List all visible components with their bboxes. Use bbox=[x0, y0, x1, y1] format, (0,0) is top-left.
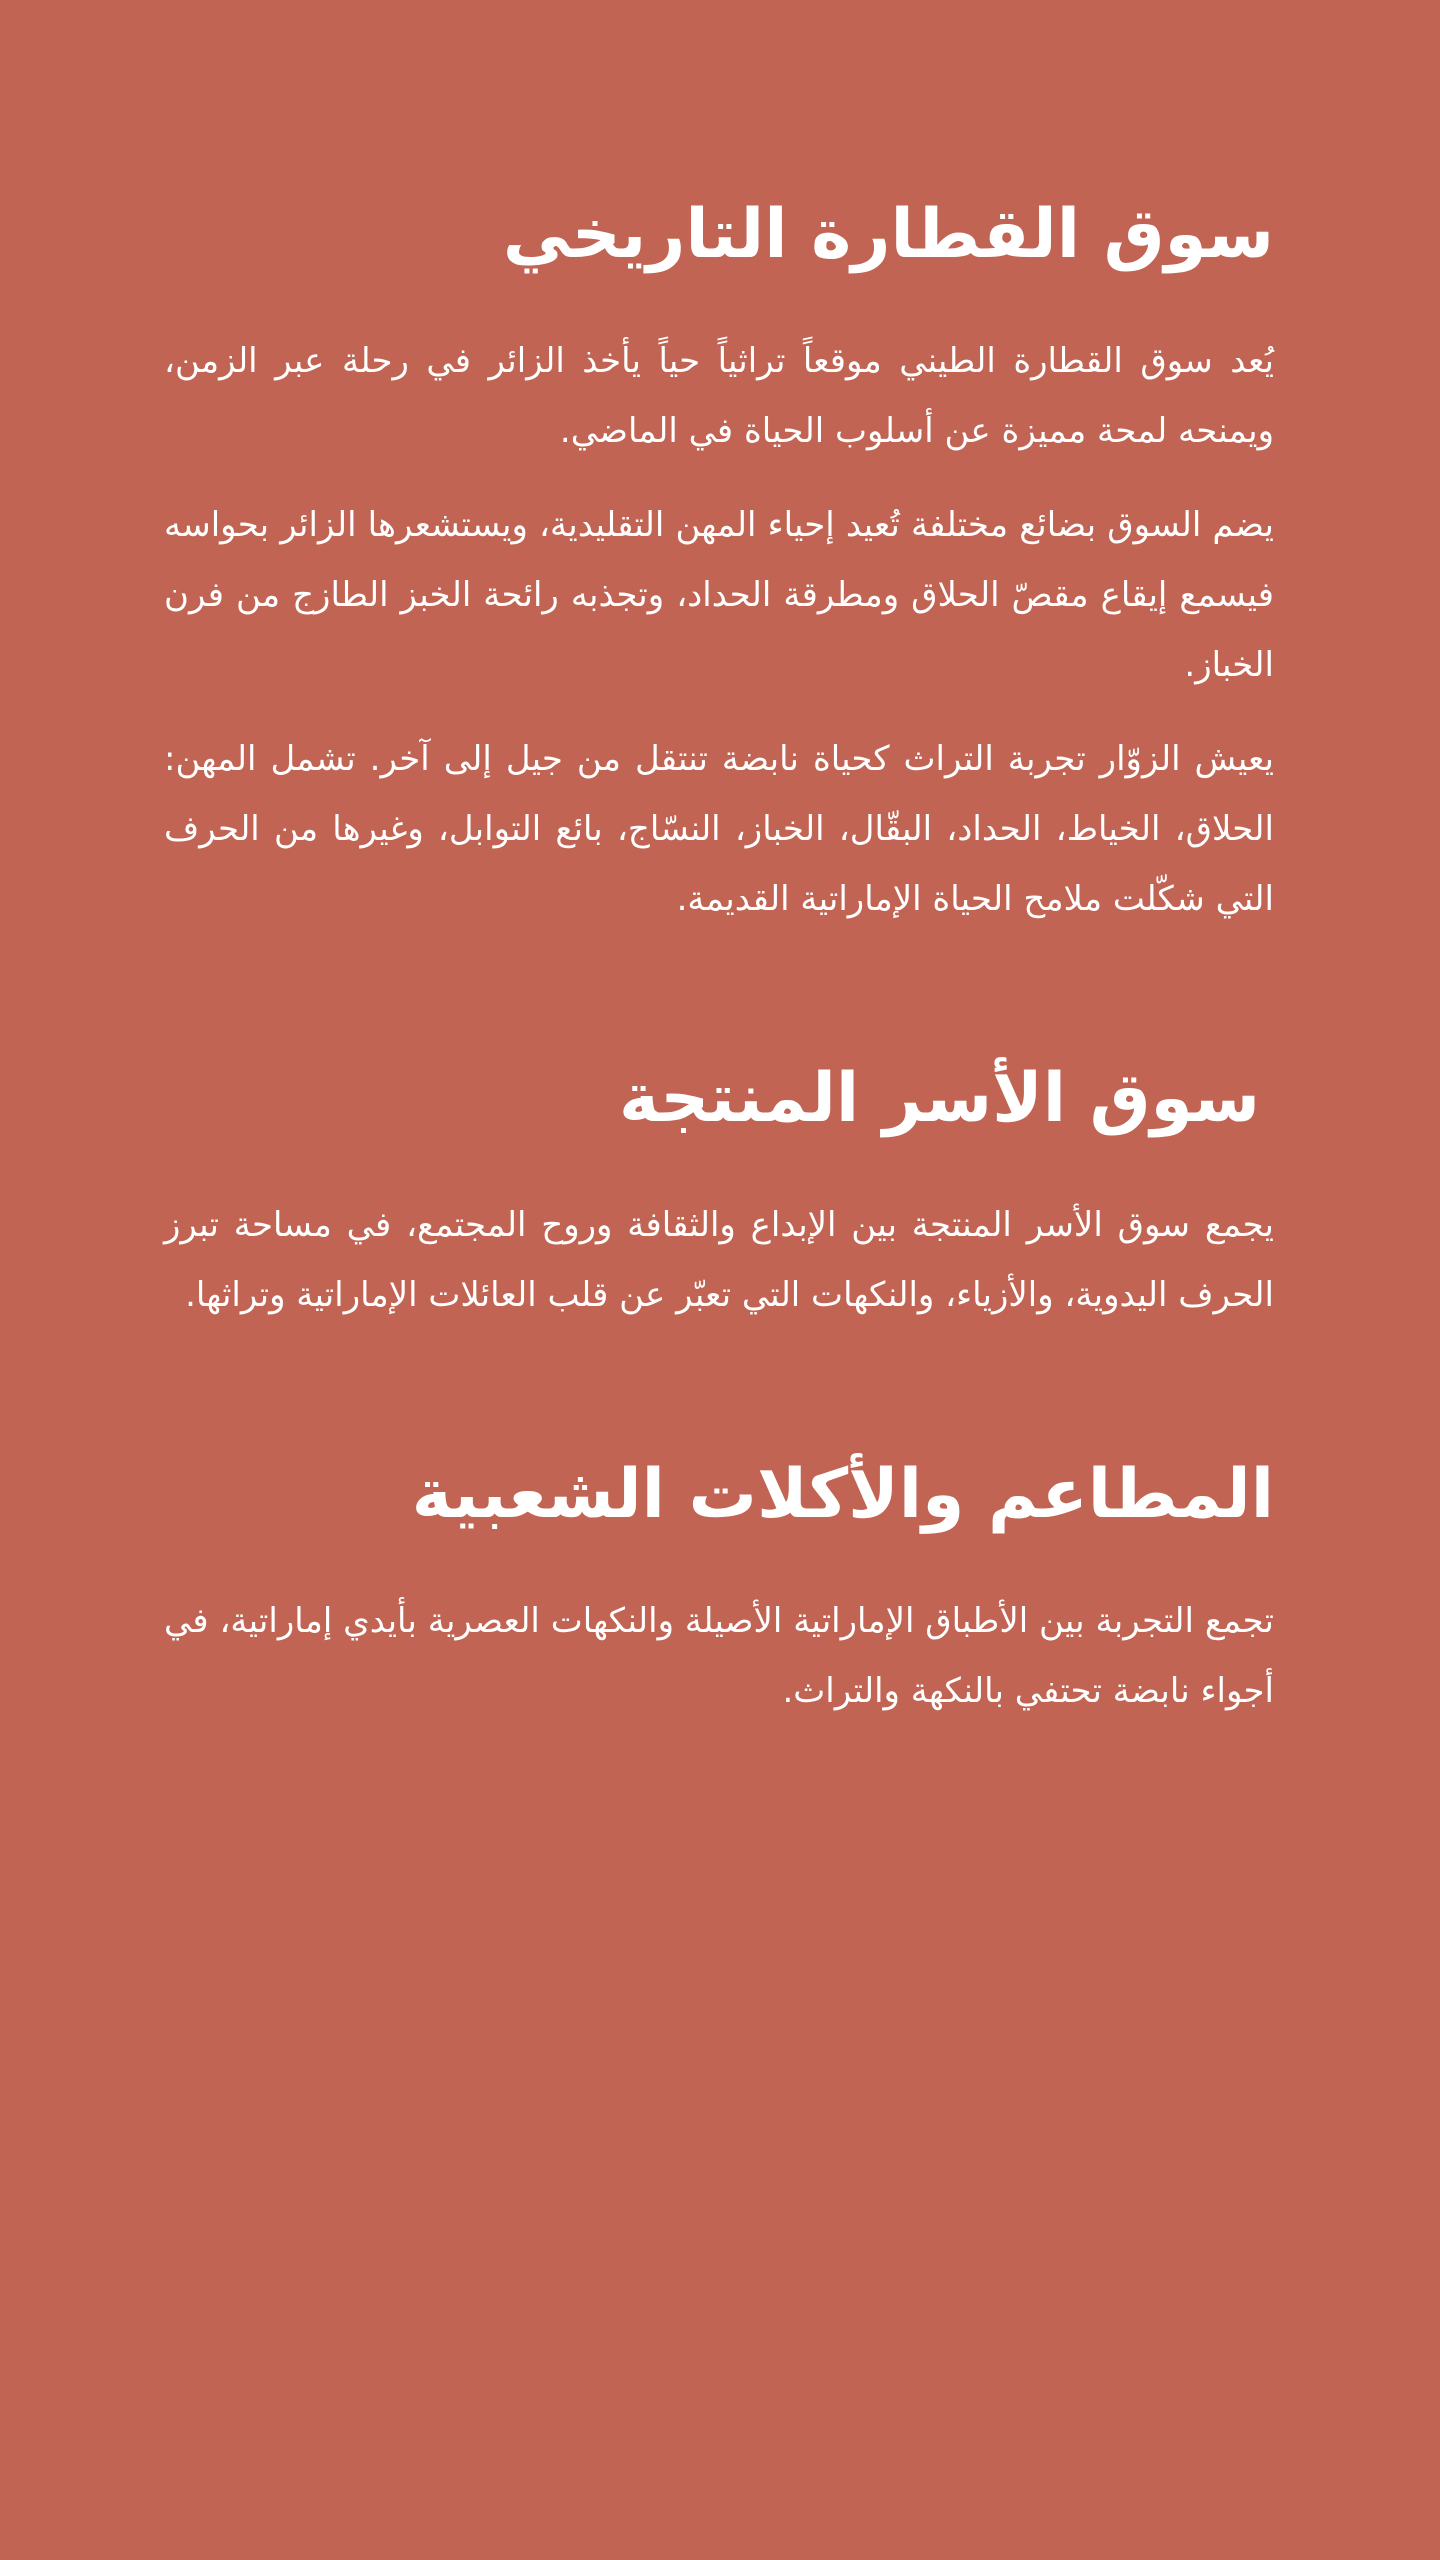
section-title-qattara-souq: سوق القطارة التاريخي bbox=[502, 195, 1274, 274]
section-qattara-souq bbox=[164, 180, 1274, 934]
content-column bbox=[164, 180, 1274, 1750]
paragraph: يُعد سوق القطارة الطيني موقعاً تراثياً حياً يأخذ الزائر في رحلة عبر الزمن، ويمنحه لمحة مميزة عن أسلوب الحياة في الماضي. bbox=[164, 341, 1274, 451]
section-productive-families-souq bbox=[164, 1044, 1274, 1330]
paragraph: يجمع سوق الأسر المنتجة بين الإبداع والثقافة وروح المجتمع، في مساحة تبرز الحرف اليدوية، والأزياء، والنكهات التي تعبّر عن قلب العائلات الإماراتية وتراثها. bbox=[164, 1205, 1274, 1315]
section-title-productive-families-souq: سوق الأسر المنتجة bbox=[619, 1059, 1260, 1138]
paragraph: تجمع التجربة بين الأطباق الإماراتية الأصيلة والنكهات العصرية بأيدي إماراتية، في أجواء نابضة تحتفي بالنكهة والتراث. bbox=[164, 1601, 1274, 1711]
section-restaurants-popular-food bbox=[164, 1440, 1274, 1726]
paragraph: يضم السوق بضائع مختلفة تُعيد إحياء المهن التقليدية، ويستشعرها الزائر بحواسه فيسمع إيقاع مقصّ الحلاق ومطرقة الحداد، وتجذبه رائحة الخبز الطازج من فرن الخباز. bbox=[164, 505, 1274, 685]
paragraph: يعيش الزوّار تجربة التراث كحياة نابضة تنتقل من جيل إلى آخر. تشمل المهن: الحلاق، الخياط، الحداد، البقّال، الخباز، النسّاج، بائع التوابل، وغيرها من الحرف التي شكّلت ملامح الحياة الإماراتية القديمة. bbox=[164, 739, 1274, 919]
section-title-restaurants-popular-food: المطاعم والأكلات الشعبية bbox=[411, 1455, 1274, 1534]
